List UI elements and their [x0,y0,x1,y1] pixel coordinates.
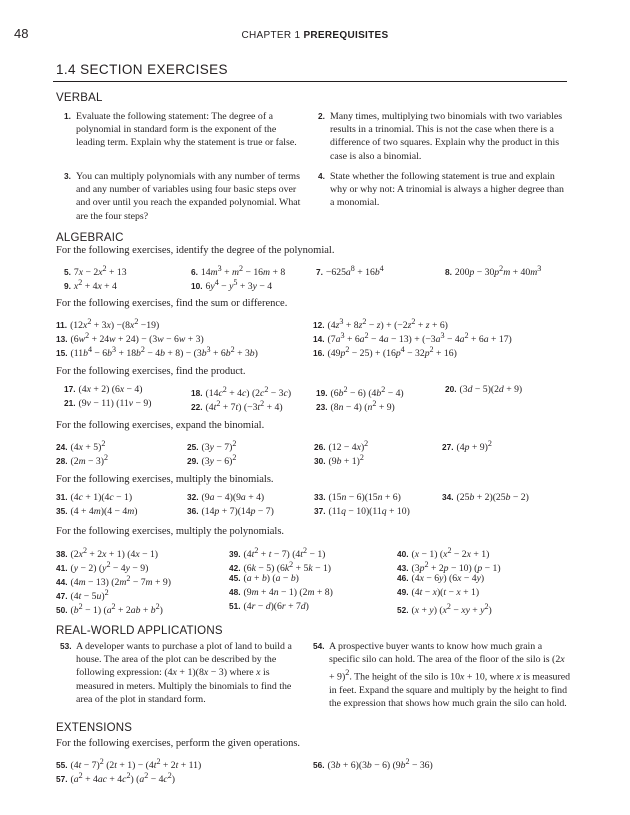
exercise-28 [56,451,108,468]
exercise-number: 12. [313,320,325,331]
exercise-instruction: For the following exercises, multiply the polynomials. [56,526,285,537]
exercise-22 [191,397,283,414]
exercise-text: A prospective buyer wants to know how much grain a specific silo can hold. The area of the floor of the silo is $(2x + 9)^2$. The height of the silo is 10x + 10, where x is measured in feet. Expand the square and multiply by the height to find the expression that shows how much grain the silo can hold. [329,641,571,710]
exercise-row [56,769,576,786]
exercise-number: 27. [442,442,454,453]
exercise-expression: $(3y - 7)^2$ [201,439,237,454]
exercise-row [56,505,576,518]
exercise-9 [64,276,117,293]
exercise-row [56,343,576,360]
exercise-expression: (9v − 11) (11v − 9) [78,398,152,409]
exercise-expression: $(49p^2 - 25) + (16p^4 - 32p^2 + 16)$ [327,345,457,360]
exercise-number: 38. [56,549,68,560]
exercise-row [56,572,576,589]
exercise-expression: $(4x + 5)^2$ [70,439,106,454]
exercise-31 [56,491,132,504]
section-title: 1.4 SECTION EXERCISES [56,62,228,77]
exercise-51 [229,600,309,613]
exercise-expression: $(3p^2 + 2p - 10) (p - 1)$ [411,560,501,575]
exercise-number: 29. [187,456,199,467]
exercise-text: A developer wants to purchase a plot of land to build a house. The area of the plot can be described by the following expression: (4x + 1)(8x − 3) where x is measured in meters. Multiply the binomials to find the area of the plot in standard form. [76,641,292,705]
exercise-3 [64,170,302,223]
exercise-instruction: For the following exercises, expand the binomial. [56,420,265,431]
exercise-36 [187,505,274,518]
exercise-number: 16. [313,348,325,359]
exercise-text: State whether the following statement is true and explain why or why not: A trinomial is always a higher degree than a monomial. [330,171,564,209]
exercise-4 [318,170,570,210]
exercise-number: 30. [314,456,326,467]
exercise-number: 3. [64,171,71,181]
exercise-expression: $(4t - 7)^2$ $(2t + 1) - (4t^2 + 2t + 11)$ [70,757,202,772]
exercise-53 [60,640,305,706]
exercise-number: 26. [314,442,326,453]
exercise-expression: $(6b^2 - 6) (4b^2 - 4)$ [330,385,404,400]
exercise-expression: (4 + 4m)(4 − 4m) [70,506,138,517]
exercise-expression: (9m + 4n − 1) (2m + 8) [243,587,333,598]
exercise-54 [313,640,571,710]
exercise-number: 52. [397,605,409,616]
exercise-number: 47. [56,591,68,602]
exercise-number: 20. [445,384,457,394]
exercise-20 [445,383,522,396]
exercise-33 [314,491,401,504]
exercise-row [56,491,576,504]
extensions-instruction: For the following exercises, perform the given operations. [56,738,301,749]
exercise-expression: $-625a^8 + 16b^4$ [325,264,384,279]
exercise-number: 8. [445,267,452,278]
exercise-number: 28. [56,456,68,467]
running-head [0,30,630,41]
exercise-37 [314,505,410,518]
exercise-instruction: For the following exercises, find the product. [56,366,246,377]
exercise-57 [56,769,175,786]
exercise-expression: $(4z^3 + 8z^2 - z) + (-2z^2 + z + 6)$ [327,317,448,332]
exercise-row [56,383,576,400]
exercise-number: 39. [229,549,241,560]
exercise-29 [187,451,236,468]
exercise-number: 10. [191,281,203,292]
exercise-number: 4. [318,171,325,181]
exercise-16 [313,343,457,360]
exercise-expression: $(a^2 + 4ac + 4c^2) (a^2 - 4c^2)$ [70,771,176,786]
real-world-heading: REAL-WORLD APPLICATIONS [56,625,223,637]
exercise-expression: (3d − 5)(2d + 9) [459,384,523,395]
exercise-number: 33. [314,492,326,502]
exercise-number: 13. [56,334,68,345]
exercise-2 [318,110,570,163]
exercise-expression: $(b^2 - 1) (a^2 + 2ab + b^2)$ [70,602,163,617]
exercise-instruction: For the following exercises, find the sum or difference. [56,298,288,309]
exercise-number: 5. [64,267,71,278]
exercise-45 [229,572,299,585]
exercise-text: Many times, multiplying two binomials with two variables results in a trinomial. This is not the case when there is a difference of two squares. Explain why the product in this case is also a binomial. [330,111,563,162]
exercise-text: Evaluate the following statement: The degree of a polynomial in standard form is the exponent of the leading term. Explain why the statement is true or false. [76,111,297,149]
exercise-number: 31. [56,492,68,502]
exercise-expression: (9a − 4)(9a + 4) [201,492,265,503]
exercise-17 [64,383,143,396]
exercise-expression: (a + b) (a − b) [243,573,299,584]
exercise-49 [397,586,479,599]
extensions-heading: EXTENSIONS [56,722,133,734]
exercise-number: 44. [56,577,68,588]
exercise-10 [191,276,272,293]
exercise-number: 18. [191,388,203,399]
exercise-row [56,262,576,279]
exercise-row [56,276,576,293]
algebraic-heading: ALGEBRAIC [56,232,124,244]
exercise-expression: $(14c^2 + 4c) (2c^2 - 3c)$ [205,385,292,400]
exercise-expression: $6y^4 - y^5 + 3y - 4$ [205,278,273,293]
exercise-expression: $(12x^2 + 3x) -(8x^2 -19)$ [70,317,160,332]
exercise-number: 43. [397,563,409,574]
exercise-1 [64,110,302,150]
exercise-number: 55. [56,760,68,771]
exercise-expression: $(6w^2 + 24w + 24) - (3w - 6w + 3)$ [70,331,204,346]
exercise-row [56,544,576,561]
exercise-row [56,437,576,454]
exercise-expression: $7x - 2x^2 + 13$ [73,264,127,279]
exercise-instruction: For the following exercises, multiply the binomials. [56,474,274,485]
exercise-number: 54. [313,641,325,651]
exercise-row [56,600,576,617]
exercise-23 [316,397,395,414]
exercise-row [56,586,576,603]
exercise-expression: (4c + 1)(4c − 1) [70,492,133,503]
exercise-number: 34. [442,492,454,502]
exercise-expression: (6k − 5) $(6k^2 + 5k - 1)$ [243,560,332,575]
exercise-row [56,315,576,332]
exercise-expression: (4x − 6y) (6x − 4y) [411,573,485,584]
exercise-expression: (x + y) ($x^2$ − xy + $y^2$) [411,602,492,617]
exercise-expression: (x − 1) $(x^2 - 2x + 1)$ [411,546,490,561]
exercise-row [56,755,576,772]
exercise-expression: $(4t - 5u)^2$ [70,588,109,603]
exercise-number: 57. [56,774,68,785]
exercise-expression: (8n − 4) $(n^2 + 9)$ [330,399,395,414]
exercise-32 [187,491,264,504]
exercise-number: 41. [56,563,68,574]
exercise-number: 42. [229,563,241,574]
exercise-expression: $(4p + 9)^2$ [456,439,492,454]
exercise-number: 36. [187,506,199,516]
exercise-number: 49. [397,587,409,597]
exercise-expression: $(12 - 4x)^2$ [328,439,369,454]
exercise-row [56,329,576,346]
exercise-expression: (4m − 13) $(2m^2 - 7m + 9)$ [70,574,171,589]
exercise-number: 21. [64,398,76,408]
exercise-number: 48. [229,587,241,597]
exercise-expression: $(7a^3 + 6a^2 - 4a - 13) + (-3a^3 - 4a^2 + 6a + 17)$ [327,331,512,346]
exercise-30 [314,451,364,468]
chapter-label: CHAPTER 1 [241,30,301,41]
exercise-number: 51. [229,601,241,611]
exercise-row [56,451,576,468]
exercise-expression: (25b + 2)(25b − 2) [456,492,529,503]
exercise-expression: $x^2 + 4x + 4$ [73,278,117,293]
exercise-number: 17. [64,384,76,394]
exercise-number: 9. [64,281,71,292]
exercise-number: 22. [191,402,203,413]
exercise-number: 1. [64,111,71,121]
exercise-expression: $200p - 30p^2m + 40m^3$ [454,264,542,279]
exercise-expression: $(2m - 3)^2$ [70,453,109,468]
exercise-expression: (4x + 2) (6x − 4) [78,384,143,395]
exercise-expression: $(2x^2 + 2x + 1) (4x - 1)$ [70,546,159,561]
exercise-number: 19. [316,388,328,399]
exercise-number: 56. [313,760,325,771]
exercise-number: 40. [397,549,409,560]
section-divider [53,81,567,82]
exercise-expression: (14p + 7)(14p − 7) [201,506,274,517]
exercise-text: You can multiply polynomials with any number of terms and any number of variables using four basic steps over and over until you reach the expanded polynomial. What are the four steps? [76,171,301,222]
chapter-title: PREREQUISITES [303,30,389,41]
verbal-heading: VERBAL [56,92,103,104]
exercise-expression: $(11b^4 - 6b^3 + 18b^2 - 4b + 8) - (3b^3 + 6b^2 + 3b)$ [70,345,258,360]
exercise-expression: (3b + 6)(3b − 6) $(9b^2 - 36)$ [327,757,433,772]
exercise-50 [56,600,163,617]
exercise-number: 11. [56,320,68,331]
exercise-number: 23. [316,402,328,413]
exercise-number: 7. [316,267,323,278]
exercise-expression: $14m^3 + m^2 - 16m + 8$ [200,264,286,279]
exercise-number: 53. [60,641,72,651]
exercise-expression: $(3y - 6)^2$ [201,453,237,468]
exercise-row [56,397,576,414]
exercise-expression: (4t − x)(t − x + 1) [411,587,480,598]
page-number: 48 [14,26,29,41]
exercise-number: 24. [56,442,68,453]
exercise-number: 45. [229,573,241,583]
exercise-number: 2. [318,111,325,121]
exercise-number: 25. [187,442,199,453]
exercise-52 [397,600,492,617]
exercise-34 [442,491,529,504]
exercise-48 [229,586,333,599]
exercise-number: 35. [56,506,68,516]
exercise-number: 46. [397,573,409,583]
exercise-number: 15. [56,348,68,359]
exercise-expression: (4r − d)(6r + 7d) [243,601,309,612]
exercise-expression: (15n − 6)(15n + 6) [328,492,401,503]
exercise-21 [64,397,151,410]
exercise-row [56,558,576,575]
exercise-46 [397,572,484,585]
exercise-expression: $(4t^2 + 7t) (-3t^2 + 4)$ [205,399,283,414]
exercise-expression: $(4t^2 + t - 7) (4t^2 - 1)$ [243,546,326,561]
exercise-15 [56,343,258,360]
exercise-number: 32. [187,492,199,502]
exercise-number: 14. [313,334,325,345]
exercise-number: 37. [314,506,326,516]
exercise-expression: (11q − 10)(11q + 10) [328,506,410,517]
exercise-expression: (y − 2) $(y^2 - 4y - 9)$ [70,560,149,575]
exercise-instruction: For the following exercises, identify the degree of the polynomial. [56,245,335,256]
exercise-expression: $(9b + 1)^2$ [328,453,364,468]
exercise-35 [56,505,137,518]
exercise-number: 6. [191,267,198,278]
exercise-number: 50. [56,605,68,616]
